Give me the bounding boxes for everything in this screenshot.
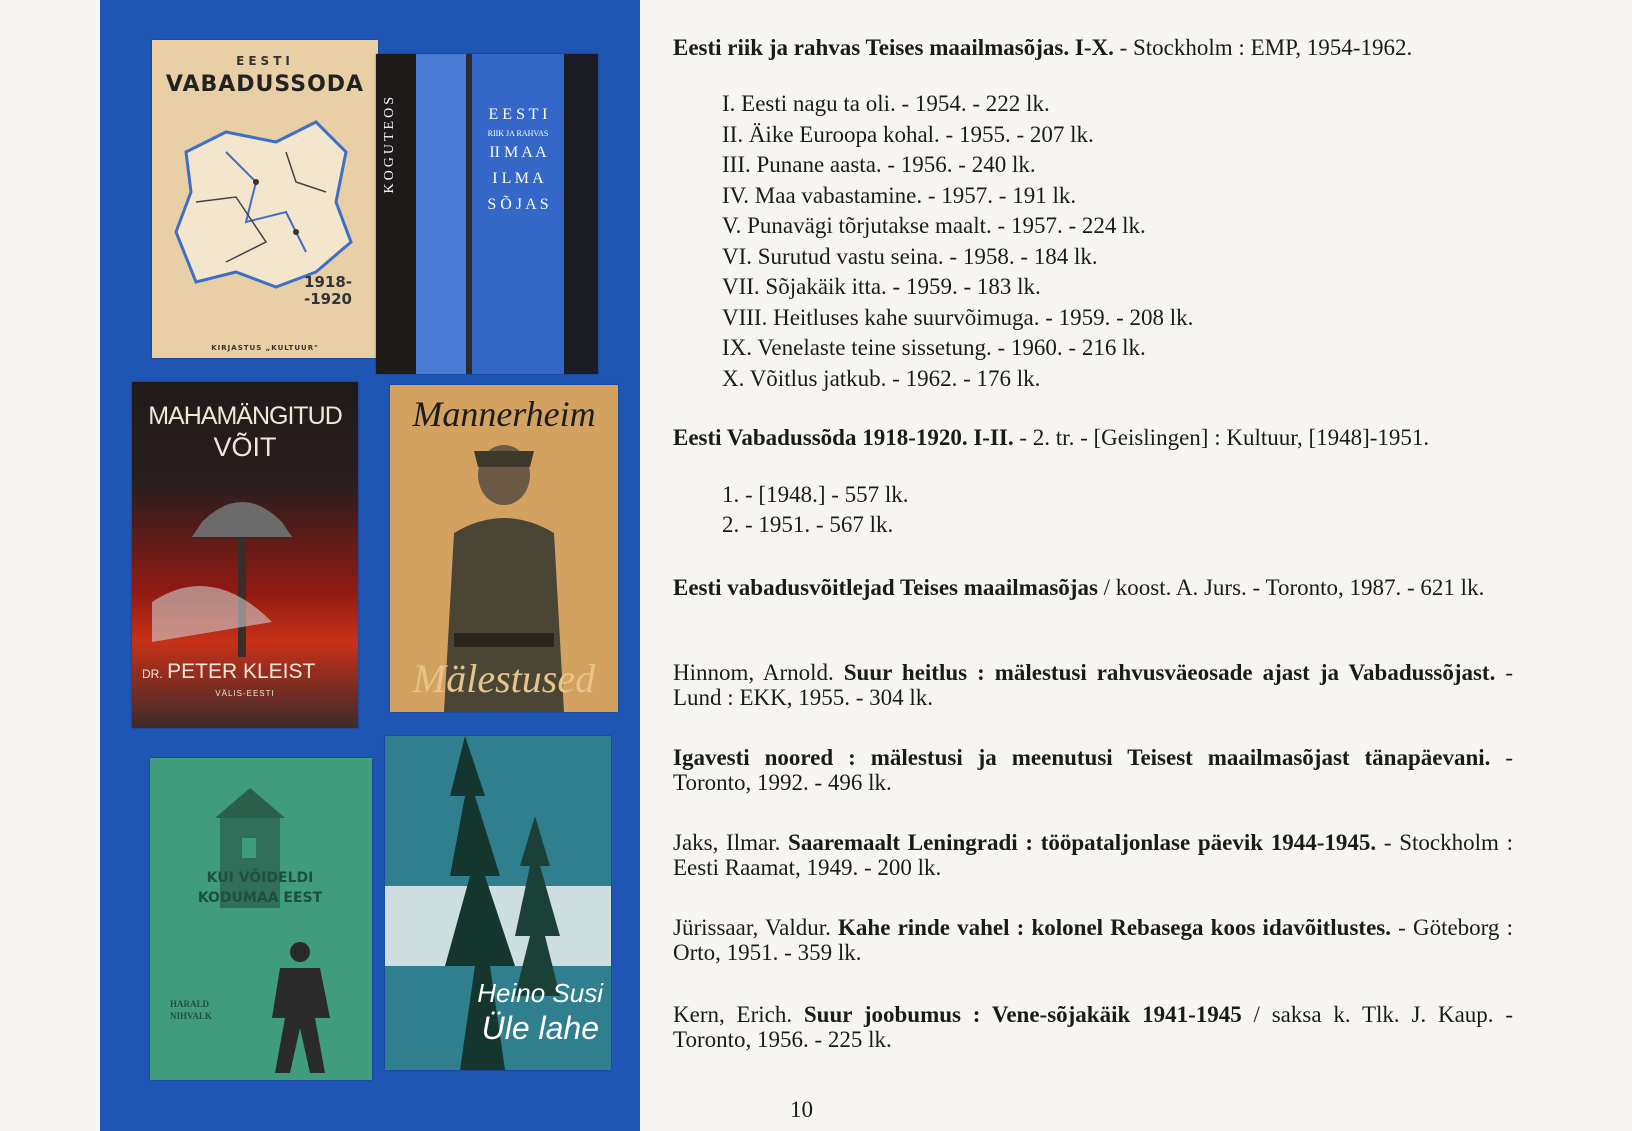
volume-item: I. Eesti nagu ta oli. - 1954. - 222 lk. [722, 91, 1050, 116]
entry-details: / koost. A. Jurs. - Toronto, 1987. - 621 lk. [1097, 575, 1485, 600]
cover-ule-lahe [385, 736, 611, 1070]
cover-author: Heino Susi [477, 978, 603, 1008]
cover-kui-voideldi-kodumaa-eest [150, 758, 372, 1080]
cover-author: PETER KLEIST [167, 660, 316, 683]
cover-mannerheim [390, 385, 618, 712]
cover-title: KUI VÕIDELDI KODUMAA EEST [197, 870, 323, 906]
entry-title: Suur heitlus : mälestusi rahvusväeosade ajast ja Vabadussõjast. [843, 660, 1496, 685]
entry-author: Jürissaar, Valdur. [673, 915, 839, 940]
volume-item: VIII. Heitluses kahe suurvõimuga. - 1959. - 208 lk. [722, 304, 1194, 330]
entry-details: - Lund : EKK, 1955. - 304 lk. [673, 660, 1514, 710]
cover-line: I L M A [492, 170, 544, 187]
cover-eesti-vabadussoda [152, 40, 378, 358]
cover-line: II M A A [489, 144, 547, 161]
volume-item: X. Võitlus jatkub. - 1962. - 176 lk. [722, 365, 1041, 391]
entry-title: Eesti riik ja rahvas Teises maailmasõjas. I-X. [673, 35, 1114, 60]
cover-title: VÕIT [213, 432, 277, 462]
bibliography-entry [673, 830, 1513, 880]
soldier-illustration [260, 938, 350, 1078]
entry-title: Saaremaalt Leningradi : tööpataljonlase päevik 1944-1945. [788, 830, 1377, 855]
cover-mahamangitud-voit [132, 382, 358, 728]
entry-title: Eesti vabadusvõitlejad Teises maailmasõjas [673, 575, 1098, 600]
cover-title: Üle lahe [481, 1010, 599, 1046]
cover-subtitle: Mälestused [412, 656, 596, 701]
bibliography-entry [673, 425, 1513, 450]
entry-author: Jaks, Ilmar. [673, 830, 789, 855]
cover-title: VABADUSSODA [165, 72, 365, 97]
cover-title: E E S T I [488, 106, 548, 123]
volume-item: IV. Maa vabastamine. - 1957. - 191 lk. [722, 182, 1077, 208]
helmet-rifle-illustration [152, 482, 332, 662]
entry-details: - 2. tr. - [Geislingen] : Kultuur, [1948]-1951. [1013, 425, 1430, 450]
volume-item: V. Punavägi tõrjutakse maalt. - 1957. - 224 lk. [722, 213, 1146, 238]
entry-details: - Göteborg : Orto, 1951. - 359 lk. [673, 915, 1513, 965]
cover-eesti-riik-ja-rahvas [376, 54, 598, 374]
cover-subtitle: RIIK JA RAHVAS [487, 129, 549, 138]
volume-item: III. Punane aasta. - 1956. - 240 lk. [722, 152, 1036, 177]
cover-publisher: KIRJASTUS „KULTUUR" [211, 344, 319, 352]
cover-publisher: VÄLIS-EESTI [215, 689, 275, 698]
entry-title: Igavesti noored : mälestusi ja meenutusi Teisest maailmasõjast tänapäevani. [673, 745, 1491, 770]
cover-title: Mannerheim [412, 394, 596, 434]
entry-details: - Toronto, 1992. - 496 lk. [673, 745, 1513, 795]
volume-item: 2. - 1951. - 567 lk. [722, 512, 894, 537]
page-number: 10 [790, 1097, 813, 1122]
bibliography-entry [673, 1002, 1513, 1052]
entry-details: - Stockholm : EMP, 1954-1962. [1113, 35, 1413, 60]
entry-title: Eesti Vabadussõda 1918-1920. I-II. [673, 425, 1014, 450]
cover-line: S Õ J A S [487, 196, 549, 213]
volume-item: IX. Venelaste teine sissetung. - 1960. - 216 lk. [722, 335, 1146, 360]
map-illustration [166, 112, 362, 298]
bibliography-entry [673, 35, 1513, 60]
volume-item: 1. - [1948.] - 557 lk. [722, 482, 909, 507]
volume-item: VII. Sõjakäik itta. - 1959. - 183 lk. [722, 274, 1041, 299]
entry-title: Suur joobumus : Vene-sõjakäik 1941-1945 [803, 1002, 1242, 1027]
volume-item: VI. Surutud vastu seina. - 1958. - 184 lk. [722, 243, 1098, 269]
entry-details: / saksa k. Tlk. J. Kaup. - Toronto, 1956. - 225 lk. [673, 1002, 1513, 1052]
cover-line: EESTI [236, 54, 294, 68]
bibliography-entry [673, 575, 1513, 600]
cover-side-text: KOGUTEOS [382, 94, 397, 194]
bibliography-entry [673, 745, 1513, 795]
volume-item: II. Äike Euroopa kohal. - 1955. - 207 lk. [722, 121, 1094, 147]
entry-author: Hinnom, Arnold. [673, 660, 844, 685]
author-prefix: DR. [142, 667, 163, 681]
bibliography-entry [673, 660, 1513, 710]
bibliography-entry [673, 915, 1513, 965]
entry-author: Kern, Erich. [673, 1002, 804, 1027]
cover-years: 1918- -1920 [304, 273, 352, 308]
cover-author: HARALD NIHVALK [170, 999, 212, 1021]
entry-details: - Stockholm : Eesti Raamat, 1949. - 200 lk. [673, 830, 1513, 880]
entry-title: Kahe rinde vahel : kolonel Rebasega koos idavõitlustes. [838, 915, 1391, 940]
cover-title: MAHAMÄNGITUD [148, 402, 342, 430]
